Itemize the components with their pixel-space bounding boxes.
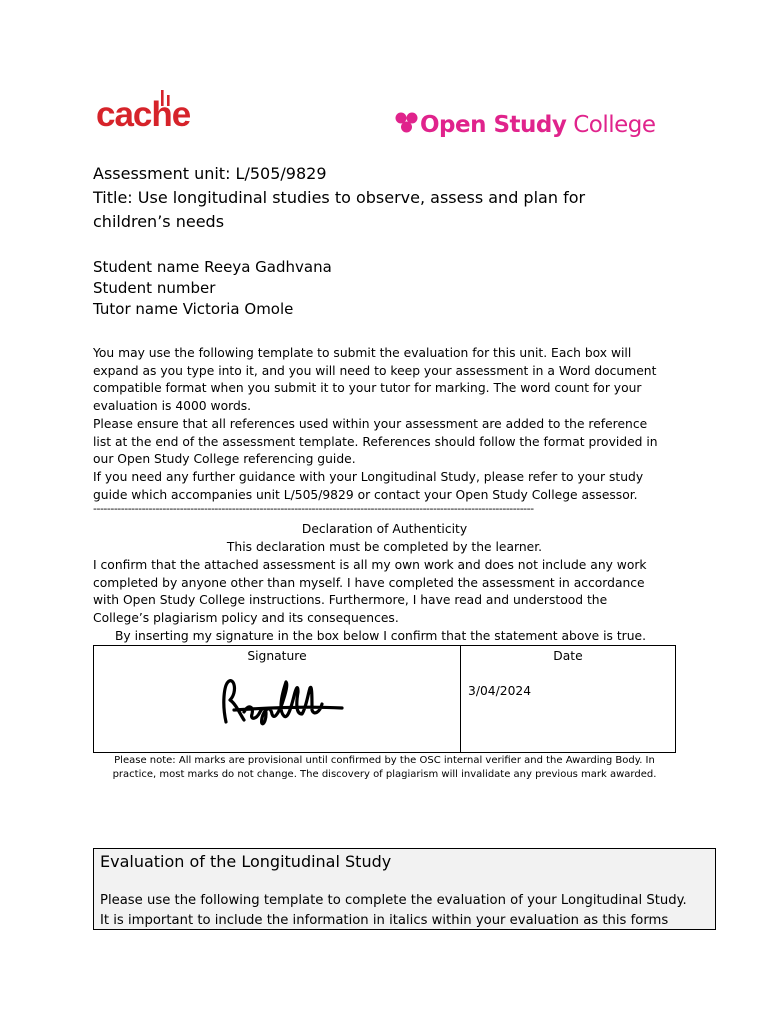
declaration-text xyxy=(93,557,683,646)
instr-line: evaluation is 4000 words. xyxy=(93,399,252,414)
signature-header: Signature xyxy=(247,649,307,663)
declaration-line: By inserting my signature in the box below I confirm that the statement above is true. xyxy=(115,628,646,643)
marks-note xyxy=(93,754,676,782)
instr-line: our Open Study College referencing guide. xyxy=(93,452,356,467)
date-value: 3/04/2024 xyxy=(468,684,532,698)
title-line-2: children’s needs xyxy=(93,212,225,231)
declaration-title: Declaration of Authenticity xyxy=(301,522,468,536)
student-number: Student number xyxy=(93,279,216,297)
osc-college: College xyxy=(573,112,656,138)
handwritten-signature xyxy=(214,674,349,729)
tutor-name: Tutor name Victoria Omole xyxy=(93,300,294,318)
declaration-line: I confirm that the attached assessment is all my own work and does not include any work xyxy=(93,558,647,572)
assessment-unit: Assessment unit: L/505/9829 xyxy=(93,164,327,183)
separator-line: ------------------------------------------------------------------------------------------------------------------------------- xyxy=(93,502,534,515)
note-line: practice, most marks do not change. The discovery of plagiarism will invalidate any previous mark awarded. xyxy=(112,769,657,780)
evaluation-title: Evaluation of the Longitudinal Study xyxy=(100,852,392,871)
osc-open-study: Open Study xyxy=(420,112,567,138)
evaluation-box xyxy=(93,848,716,930)
instr-line: list at the end of the assessment template. References should follow the format provided in xyxy=(93,434,658,449)
signature-cell[interactable] xyxy=(94,646,461,752)
evaluation-body xyxy=(100,891,712,931)
flower-icon xyxy=(394,110,420,136)
declaration-line: completed by anyone other than myself. I have completed the assessment in accordance xyxy=(93,575,645,590)
date-header: Date xyxy=(553,649,583,663)
instr-line: If you need any further guidance with your Longitudinal Study, please refer to your study xyxy=(93,469,644,484)
instr-line: compatible format when you submit it to your tutor for marking. The word count for your xyxy=(93,381,642,396)
declaration-line: with Open Study College instructions. Furthermore, I have read and understood the xyxy=(93,593,608,608)
instr-line: guide which accompanies unit L/505/9829 or contact your Open Study College assessor. xyxy=(93,487,638,502)
instr-line: expand as you type into it, and you will need to keep your assessment in a Word document xyxy=(93,363,657,378)
declaration-line: College’s plagiarism policy and its consequences. xyxy=(93,611,399,626)
signature-table xyxy=(93,645,676,753)
instr-line: Please ensure that all references used within your assessment are added to the reference xyxy=(93,416,648,431)
date-cell[interactable] xyxy=(461,646,675,752)
cache-logo xyxy=(96,90,206,140)
cache-logo-text: cache xyxy=(96,95,191,134)
open-study-college-logo xyxy=(394,108,694,144)
declaration-subtitle: This declaration must be completed by the learner. xyxy=(226,540,543,554)
title-line-1: Title: Use longitudinal studies to observe, assess and plan for xyxy=(93,188,586,207)
instr-line: You may use the following template to submit the evaluation for this unit. Each box will xyxy=(93,346,632,360)
evaluation-line: It is important to include the information in italics within your evaluation as this forms xyxy=(100,913,669,928)
student-name: Student name Reeya Gadhvana xyxy=(93,258,332,276)
note-line: Please note: All marks are provisional until confirmed by the OSC internal verifier and the Awarding Body. In xyxy=(114,755,655,766)
instructions xyxy=(93,345,683,504)
evaluation-line: Please use the following template to complete the evaluation of your Longitudinal Study. xyxy=(100,893,687,908)
